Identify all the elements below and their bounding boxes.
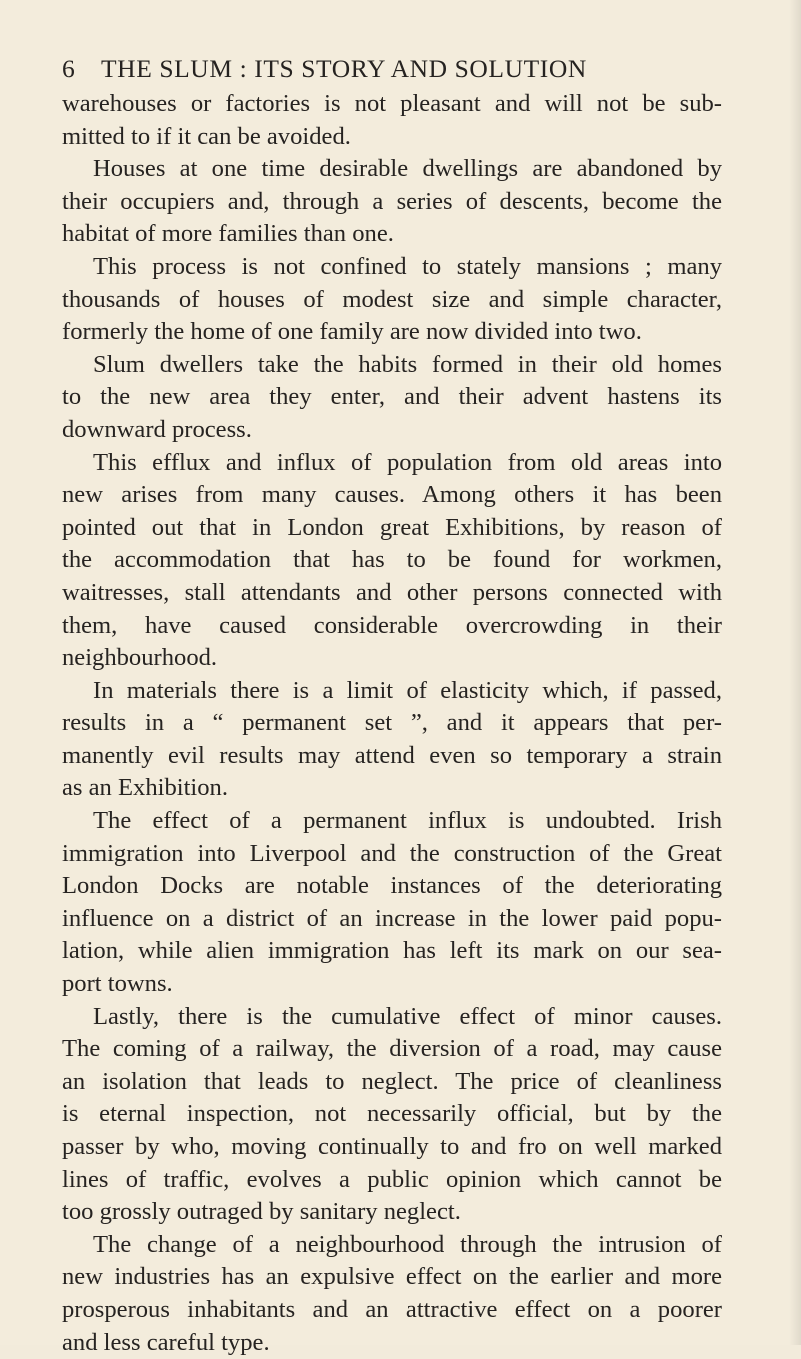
text-line: thousands of houses of modest size and simple character, [62,285,722,313]
text-line: mitted to if it can be avoided. [62,122,351,150]
text-line: waitresses, stall attendants and other persons connected with [62,578,722,606]
text-line: The coming of a railway, the diversion of a road, may cause [62,1035,722,1063]
text-line: them, have caused considerable overcrowding in their [62,611,722,639]
text-line: new arises from many causes. Among others it has been [62,481,722,509]
text-line: habitat of more families than one. [62,220,394,248]
text-line: The change of a neighbourhood through the intrusion of [93,1230,722,1258]
page-header [62,54,722,88]
text-line: port towns. [62,970,173,998]
text-line: downward process. [62,415,252,443]
text-line: immigration into Liverpool and the construction of the Great [62,839,722,867]
text-line: and less careful type. [62,1328,270,1356]
body-text [62,88,722,1359]
text-line: The effect of a permanent influx is undoubted. Irish [93,807,722,835]
text-line: London Docks are notable instances of the deteriorating [62,872,722,900]
text-line: This efflux and influx of population from old areas into [93,448,722,476]
text-line: their occupiers and, through a series of descents, become the [62,187,722,215]
text-line: Lastly, there is the cumulative effect of minor causes. [93,1002,722,1030]
text-line: too grossly outraged by sanitary neglect. [62,1198,461,1226]
text-line: lation, while alien immigration has left its mark on our sea- [62,937,722,965]
text-line: new industries has an expulsive effect on the earlier and more [62,1263,722,1291]
text-line: Slum dwellers take the habits formed in their old homes [93,350,722,378]
text-line: an isolation that leads to neglect. The price of cleanliness [62,1067,722,1095]
text-line: to the new area they enter, and their advent hastens its [62,383,722,411]
running-title: THE SLUM : ITS STORY AND SOLUTION [101,54,587,83]
page-number: 6 [62,54,76,83]
text-line: Houses at one time desirable dwellings are abandoned by [93,155,722,183]
text-line: as an Exhibition. [62,774,228,802]
text-line: lines of traffic, evolves a public opinion which cannot be [62,1165,722,1193]
text-line: results in a “ permanent set ”, and it appears that per- [62,709,722,737]
text-line: warehouses or factories is not pleasant and will not be sub- [62,90,722,117]
text-line: prosperous inhabitants and an attractive effect on a poorer [62,1295,722,1323]
text-line: is eternal inspection, not necessarily official, but by the [62,1100,722,1128]
text-line: formerly the home of one family are now divided into two. [62,318,642,346]
text-line: This process is not confined to stately mansions ; many [93,252,722,280]
text-line: pointed out that in London great Exhibitions, by reason of [62,513,722,541]
text-line: passer by who, moving continually to and fro on well marked [62,1133,722,1160]
page-edge-shadow [789,0,801,1345]
text-line: the accommodation that has to be found for workmen, [62,546,722,574]
text-line: influence on a district of an increase in the lower paid popu- [62,904,722,932]
text-line: neighbourhood. [62,644,218,672]
text-line: In materials there is a limit of elasticity which, if passed, [93,676,722,704]
text-line: manently evil results may attend even so temporary a strain [62,741,722,769]
